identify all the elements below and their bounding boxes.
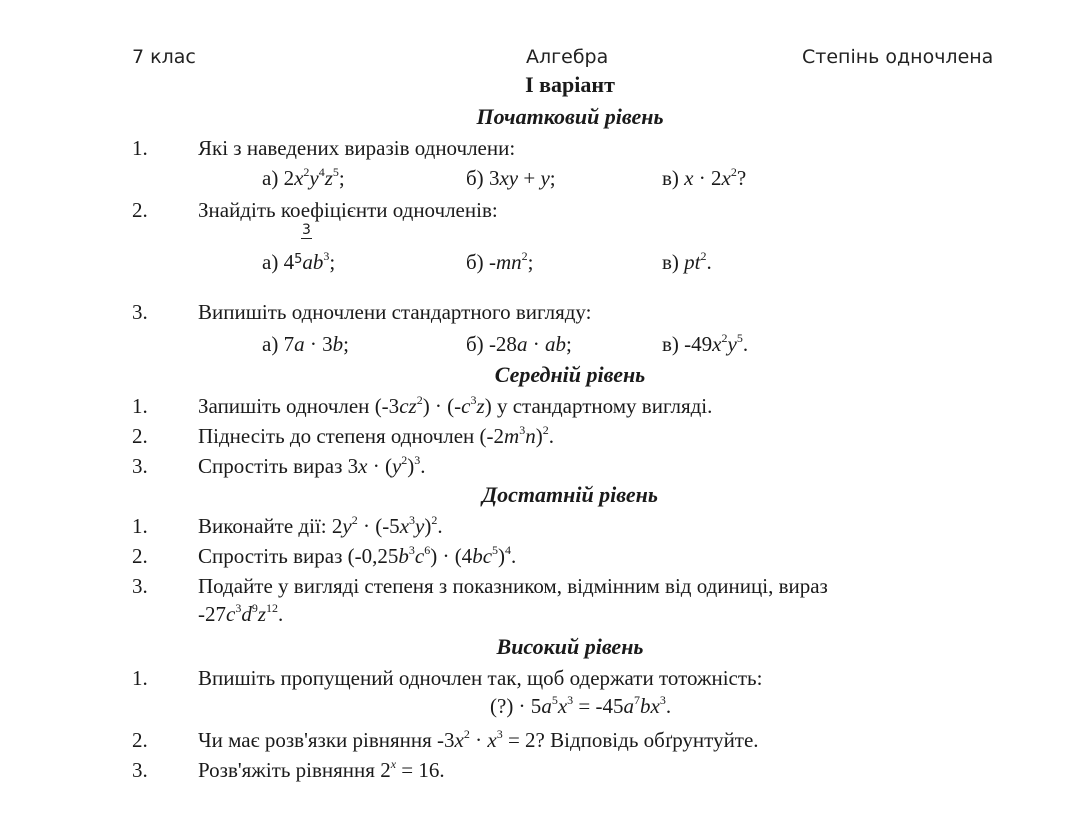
option-label: а) — [262, 250, 279, 274]
task-middle-1: Запишіть одночлен $(-3cz^2) \cdot (-c^3z)$ у стандартному вигляді. — [198, 393, 713, 418]
task-high-3: Розв'яжіть рівняння $2^x = 16$. — [198, 757, 445, 782]
task-text: Спростіть вираз — [198, 544, 343, 568]
task-text: Запишіть одночлен — [198, 394, 370, 418]
task-text: Відповідь обґрунтуйте. — [550, 728, 759, 752]
option-v: в) $x \cdot 2x^2$? — [662, 165, 747, 190]
option-b: б) 3xy + y; — [466, 166, 556, 190]
option-v: в) $pt^2$. — [662, 249, 712, 274]
task-high-2: Чи має розв'язки рівняння $-3x^2 \cdot x^3 = 2$? Відповідь обґрунтуйте. — [198, 727, 759, 752]
task-initial-1: Які з наведених виразів одночлени: — [198, 136, 516, 160]
task-middle-2: Піднесіть до степеня одночлен $(-2m^3n)^2$. — [198, 423, 554, 448]
option-a: а) $2x^2y^4z^5$; — [262, 165, 345, 190]
option-label: б) — [466, 332, 484, 356]
task-number: 2. — [132, 728, 148, 752]
option-label: а) — [262, 332, 279, 356]
task-number: 2. — [132, 424, 148, 448]
option-label: б) — [466, 250, 484, 274]
task-number: 2. — [132, 544, 148, 568]
task-text: Розв'яжіть рівняння — [198, 758, 375, 782]
option-b: б) $-mn^2$; — [466, 249, 534, 274]
task-number: 3. — [132, 300, 148, 324]
option-label: б) — [466, 166, 484, 190]
option-label: в) — [662, 332, 679, 356]
option-a: а) 7a · 3b; — [262, 332, 349, 356]
option-a: а) $4^5ab^3$; — [262, 249, 336, 274]
task-sufficient-3-expression: $-27c^3d^9z^{12}$. — [198, 601, 284, 626]
task-text: Піднесіть до степеня одночлен — [198, 424, 475, 448]
task-sufficient-2: Спростіть вираз $(-0,25b^3c^6) \cdot (4bc^5)^4$. — [198, 543, 517, 568]
section-initial-title: Початковий рівень — [476, 104, 664, 129]
task-number: 3. — [132, 574, 148, 598]
option-b: б) -28a · ab; — [466, 332, 572, 356]
task-text: у стандартному вигляді. — [496, 394, 713, 418]
task-text: Чи має розв'язки рівняння — [198, 728, 432, 752]
task-text: Спростіть вираз — [198, 454, 343, 478]
task-number: 1. — [132, 394, 148, 418]
task-number: 3. — [132, 758, 148, 782]
task-initial-2: Знайдіть коефіцієнти одночленів: — [198, 198, 498, 222]
task-initial-3: Випишіть одночлени стандартного вигляду: — [198, 300, 592, 324]
task-number: 1. — [132, 136, 148, 160]
task-middle-3: Спростіть вираз $3x \cdot (y^2)^3$. — [198, 453, 426, 478]
option-label: в) — [662, 166, 679, 190]
section-middle-title: Середній рівень — [494, 362, 646, 387]
fraction-whole: 4 — [283, 250, 295, 274]
section-sufficient-title: Достатній рівень — [482, 482, 658, 507]
task-high-1-identity: (?) · $5a^5x^3 = -45a^7bx^3$. — [490, 693, 672, 718]
task-number: 1. — [132, 514, 148, 538]
task-sufficient-3: Подайте у вигляді степеня з показником, відмінним від одиниці, вираз — [198, 574, 828, 598]
task-number: 2. — [132, 198, 148, 222]
fraction-numerator: 3 — [302, 222, 311, 238]
grade-label: 7 клас — [132, 46, 196, 68]
task-number: 1. — [132, 666, 148, 690]
task-number: 3. — [132, 454, 148, 478]
subject-label: Алгебра — [526, 46, 609, 68]
option-label: а) — [262, 166, 279, 190]
section-high-title: Високий рівень — [496, 634, 644, 659]
option-v: в) $-49x^2y^5$. — [662, 331, 749, 356]
task-text: Виконайте дії: — [198, 514, 327, 538]
task-high-1: Впишіть пропущений одночлен так, щоб одержати тотожність: — [198, 666, 763, 690]
option-label: в) — [662, 250, 679, 274]
topic-label: Степінь одночлена — [802, 46, 994, 68]
task-sufficient-1: Виконайте дії: $2y^2 \cdot (-5x^3y)^2$. — [198, 513, 443, 538]
variant-title: I варіант — [525, 72, 615, 97]
fraction-denominator: 5 — [294, 252, 303, 267]
